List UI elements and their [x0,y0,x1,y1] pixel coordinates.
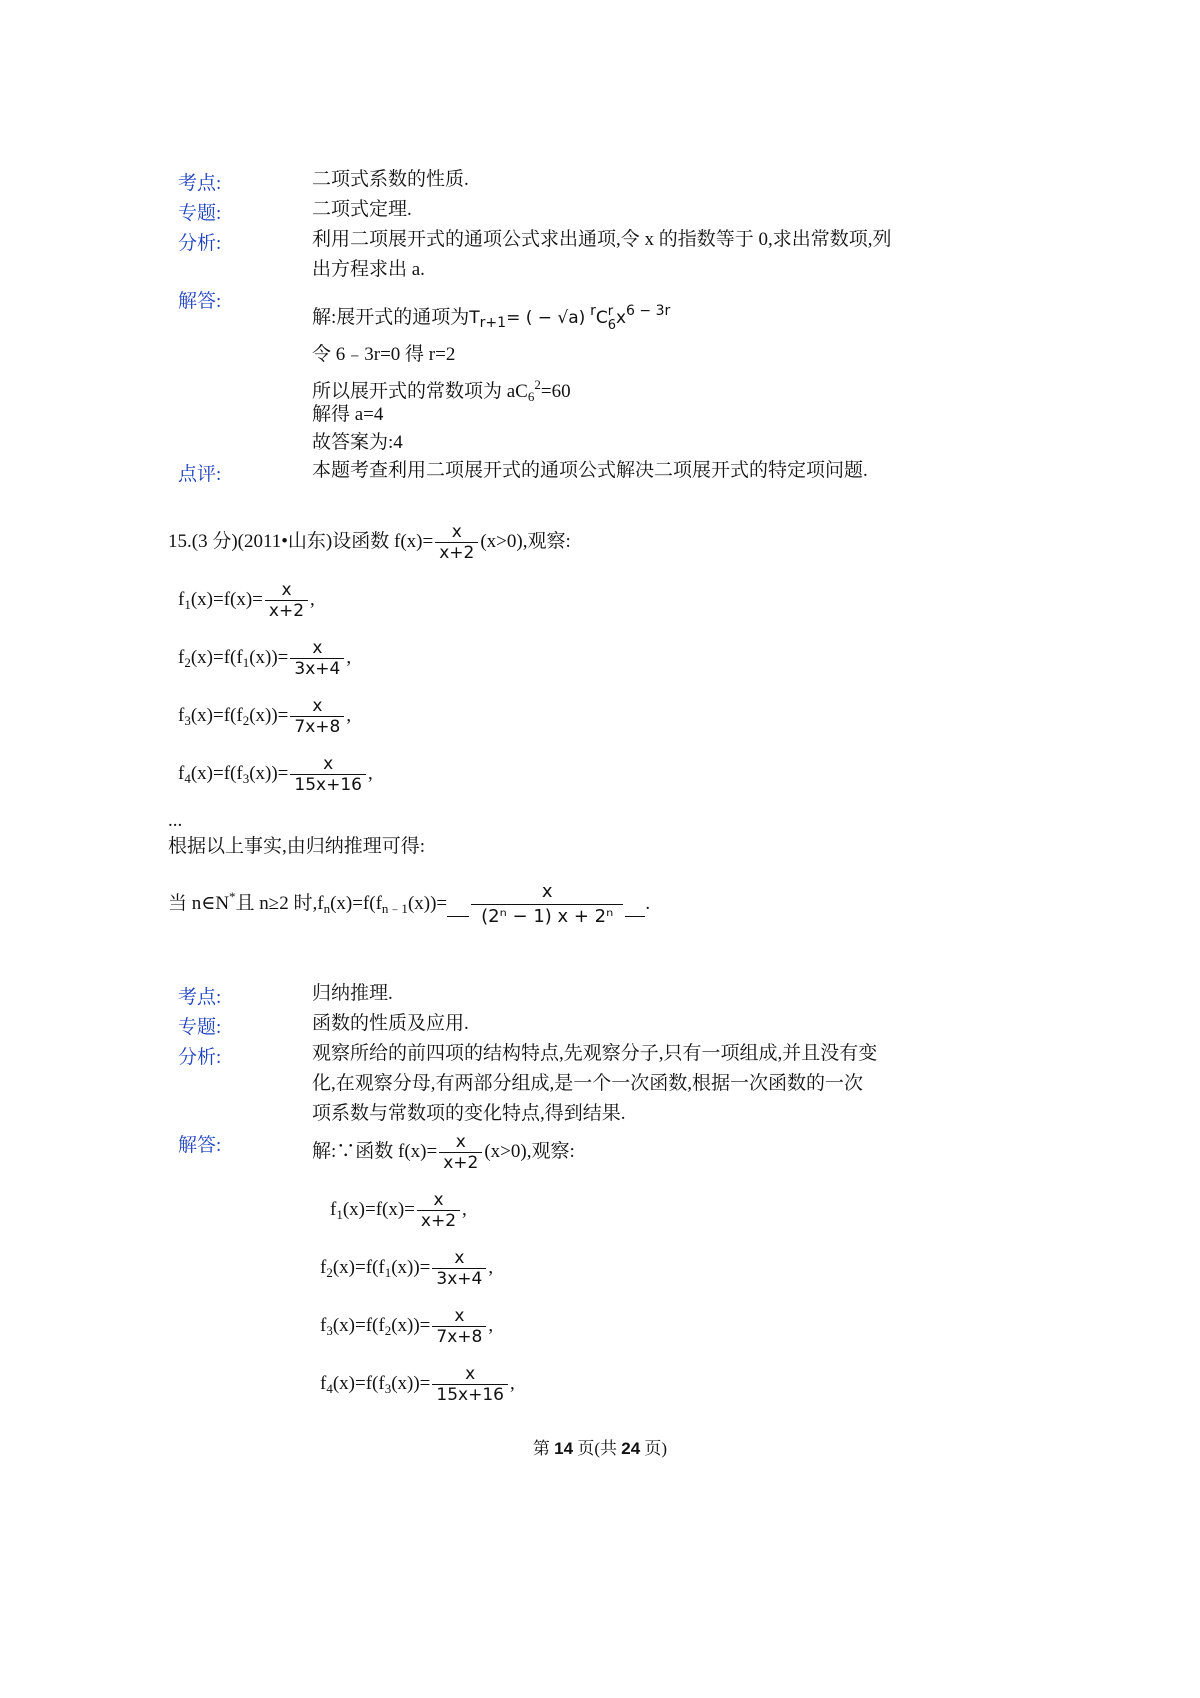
f-mid: (x)=f(f [190,762,243,784]
f-symbol: f [320,1256,327,1278]
final-answer-fraction [471,882,623,927]
f-symbol: f [178,646,185,668]
fraction-numerator: x [454,1248,465,1268]
formula-T: T [469,308,480,328]
fraction-numerator: x [312,696,323,716]
formula-x: x [615,308,627,328]
f-sub: 3 [184,712,191,728]
fenxi-line-1: 利用二项展开式的通项公式求出通项,令 x 的指数等于 0,求出常数项,列 [312,229,892,250]
f-tail: (x))= [391,1256,431,1278]
fraction-numerator: x [455,1132,466,1152]
f-inner-sub: 3 [242,770,250,786]
formula-x-sup: 6 − 3r [626,303,671,319]
jieda2-pre: 解:∵函数 f(x)= [312,1140,438,1162]
f-symbol: f [330,1198,337,1220]
jieda-label: 解答: [178,291,222,312]
f4-fraction [290,754,366,795]
f-mid: (x)=f(f [190,704,243,726]
footer-page-number: 14 [554,1439,574,1458]
kaodian-text-2: 归纳推理. [312,983,393,1004]
final-star: * [229,889,236,904]
formula-sqrt: √a [557,308,579,328]
fraction-numerator: x [312,638,323,658]
f1-line: $f_1(x)=f(x)=$ $\frac{x}{x+2}$ , [178,580,315,621]
footer-post: 页) [640,1439,668,1458]
formula-C: C [595,308,608,328]
fenxi2-line-2: 化,在观察分母,有两部分组成,是一个一次函数,根据一次函数的一次 [312,1073,864,1094]
final-n-sub: n [323,901,331,916]
general-term-intro: 解:展开式的通项为 [312,307,470,328]
step-4: 故答案为:4 [312,432,403,453]
fenxi-line-2: 出方程求出 a. [312,259,425,280]
jieda-f3-fraction [432,1306,486,1347]
fraction-numerator: x [541,881,553,903]
f3-line: $f_3(x)=f(f_2(x))=$ $\frac{x}{7x+8}$ , [178,696,352,737]
f-tail: (x))= [391,1372,431,1394]
f-tail: (x))= [391,1314,431,1336]
fenxi-label-2: 分析: [178,1047,222,1068]
f-sub: 4 [184,770,191,786]
fraction-denominator: 15x+16 [290,774,366,795]
jieda2-header [312,1132,575,1173]
jieda-f2-line: $f_2(x)=f(f_1(x))=$ $\frac{x}{3x+4}$ , [320,1248,494,1289]
f-symbol: f [178,588,185,610]
f-mid: (x)=f(f [190,646,243,668]
footer-pre: 第 [532,1439,555,1458]
page-footer [0,1434,1200,1459]
fraction-numerator: x [433,1190,444,1210]
f-tail: (x))= [249,762,289,784]
fraction-denominator: 3x+4 [432,1268,486,1289]
f-symbol: f [320,1314,327,1336]
jieda-label-2: 解答: [178,1135,222,1156]
problem-15-fraction [435,522,478,563]
formula-C-sub: 6 [607,317,616,333]
step-2-sup: 2 [534,377,541,392]
final-end: . [645,893,651,914]
jieda-f4-line: $f_4(x)=f(f_3(x))=$ $\frac{x}{15x+16}$ , [320,1364,515,1405]
fraction-denominator: x+2 [439,1152,482,1173]
final-pre: 当 n∈N [168,893,230,914]
f-sub: 1 [184,596,191,612]
fraction-numerator: x [465,1364,476,1384]
f-inner-sub: 2 [384,1322,392,1338]
formula-T-sub: r+1 [479,315,507,331]
final-mid3: (x))= [407,893,448,914]
f-tail: (x))= [249,646,289,668]
f-mid: (x)=f(x)= [342,1198,415,1220]
ellipsis: ... [168,810,183,831]
kaodian-label-2: 考点: [178,987,222,1008]
fenxi-label: 分析: [178,233,222,254]
problem-15-header-pre: 15.(3 分)(2011•山东)设函数 f(x)= [168,530,434,552]
f-sub: 2 [326,1264,333,1280]
zhuanti-text-2: 函数的性质及应用. [312,1013,469,1034]
jieda2-fraction [439,1132,482,1173]
zhuanti-label: 专题: [178,203,222,224]
jieda-f1-line: $f_1(x)=f(x)=$ $\frac{x}{x+2}$ , [330,1190,467,1231]
jieda-f3-line: $f_3(x)=f(f_2(x))=$ $\frac{x}{7x+8}$ , [320,1306,494,1347]
f-sub: 3 [326,1322,333,1338]
fraction-numerator: x [281,580,292,600]
kaodian-text: 二项式系数的性质. [312,169,469,190]
fraction-numerator: x [323,754,334,774]
kaodian-label: 考点: [178,173,222,194]
f-inner-sub: 1 [242,654,250,670]
fenxi2-line-1: 观察所给的前四项的结构特点,先观察分子,只有一项组成,并且没有变 [312,1043,878,1064]
step-2-sub: 6 [527,389,535,404]
f2-fraction [290,638,344,679]
f-mid: (x)=f(x)= [190,588,263,610]
fraction-numerator: x [451,522,462,542]
dianping-label: 点评: [178,464,222,485]
formula-eq: = ( − [506,308,558,328]
f-symbol: f [178,762,185,784]
footer-mid: 页(共 [573,1439,622,1458]
step-1: 令 6﹣3r=0 得 r=2 [312,344,456,365]
f4-line: $f_4(x)=f(f_3(x))=$ $\frac{x}{15x+16}$ , [178,754,373,795]
step-3: 解得 a=4 [312,404,384,425]
f2-line: $f_2(x)=f(f_1(x))=$ $\frac{x}{3x+4}$ , [178,638,352,679]
f-symbol: f [320,1372,327,1394]
jieda2-post: (x>0),观察: [484,1140,575,1162]
zhuanti-label-2: 专题: [178,1017,222,1038]
fraction-denominator: x+2 [417,1210,460,1231]
f-mid: (x)=f(f [332,1314,385,1336]
fraction-denominator: 7x+8 [432,1326,486,1347]
f-tail: (x))= [249,704,289,726]
fraction-denominator: 3x+4 [290,658,344,679]
fraction-numerator: x [454,1306,465,1326]
fenxi2-line-3: 项系数与常数项的变化特点,得到结果. [312,1103,626,1124]
final-mid: 且 n≥2 时,f [235,893,324,914]
step-2-pre: 所以展开式的常数项为 aC [312,381,528,402]
induction-text: 根据以上事实,由归纳推理可得: [168,836,426,857]
jieda-f4-fraction [432,1364,508,1405]
formula-close: ) [578,308,586,328]
zhuanti-text: 二项式定理. [312,199,412,220]
problem-15-header-post: (x>0),观察: [480,530,571,552]
jieda-f1-fraction [417,1190,460,1231]
formula-C-sup: r [607,303,614,319]
final-n1-sub: n﹣1 [381,901,408,916]
jieda-f2-fraction [432,1248,486,1289]
f-mid: (x)=f(f [332,1256,385,1278]
final-answer-line [168,882,650,927]
f-symbol: f [178,704,185,726]
f-sub: 4 [326,1380,333,1396]
f-mid: (x)=f(f [332,1372,385,1394]
f1-fraction [265,580,308,621]
formula-r: r [590,303,596,319]
f-inner-sub: 2 [242,712,250,728]
f3-fraction [290,696,344,737]
fraction-denominator: 15x+16 [432,1384,508,1405]
f-inner-sub: 3 [384,1380,392,1396]
f-sub: 1 [336,1206,343,1222]
f-sub: 2 [184,654,191,670]
f-inner-sub: 1 [384,1264,392,1280]
problem-15-header [168,522,571,563]
fraction-denominator: (2ⁿ − 1) x + 2ⁿ [471,904,623,927]
step-2-post: =60 [540,381,571,402]
general-term-line [312,296,670,338]
fraction-denominator: 7x+8 [290,716,344,737]
dianping-text: 本题考查利用二项展开式的通项公式解决二项展开式的特定项问题. [312,460,868,481]
fraction-denominator: x+2 [265,600,308,621]
footer-total-pages: 24 [621,1439,641,1458]
final-mid2: (x)=f(f [330,893,382,914]
fraction-denominator: x+2 [435,542,478,563]
